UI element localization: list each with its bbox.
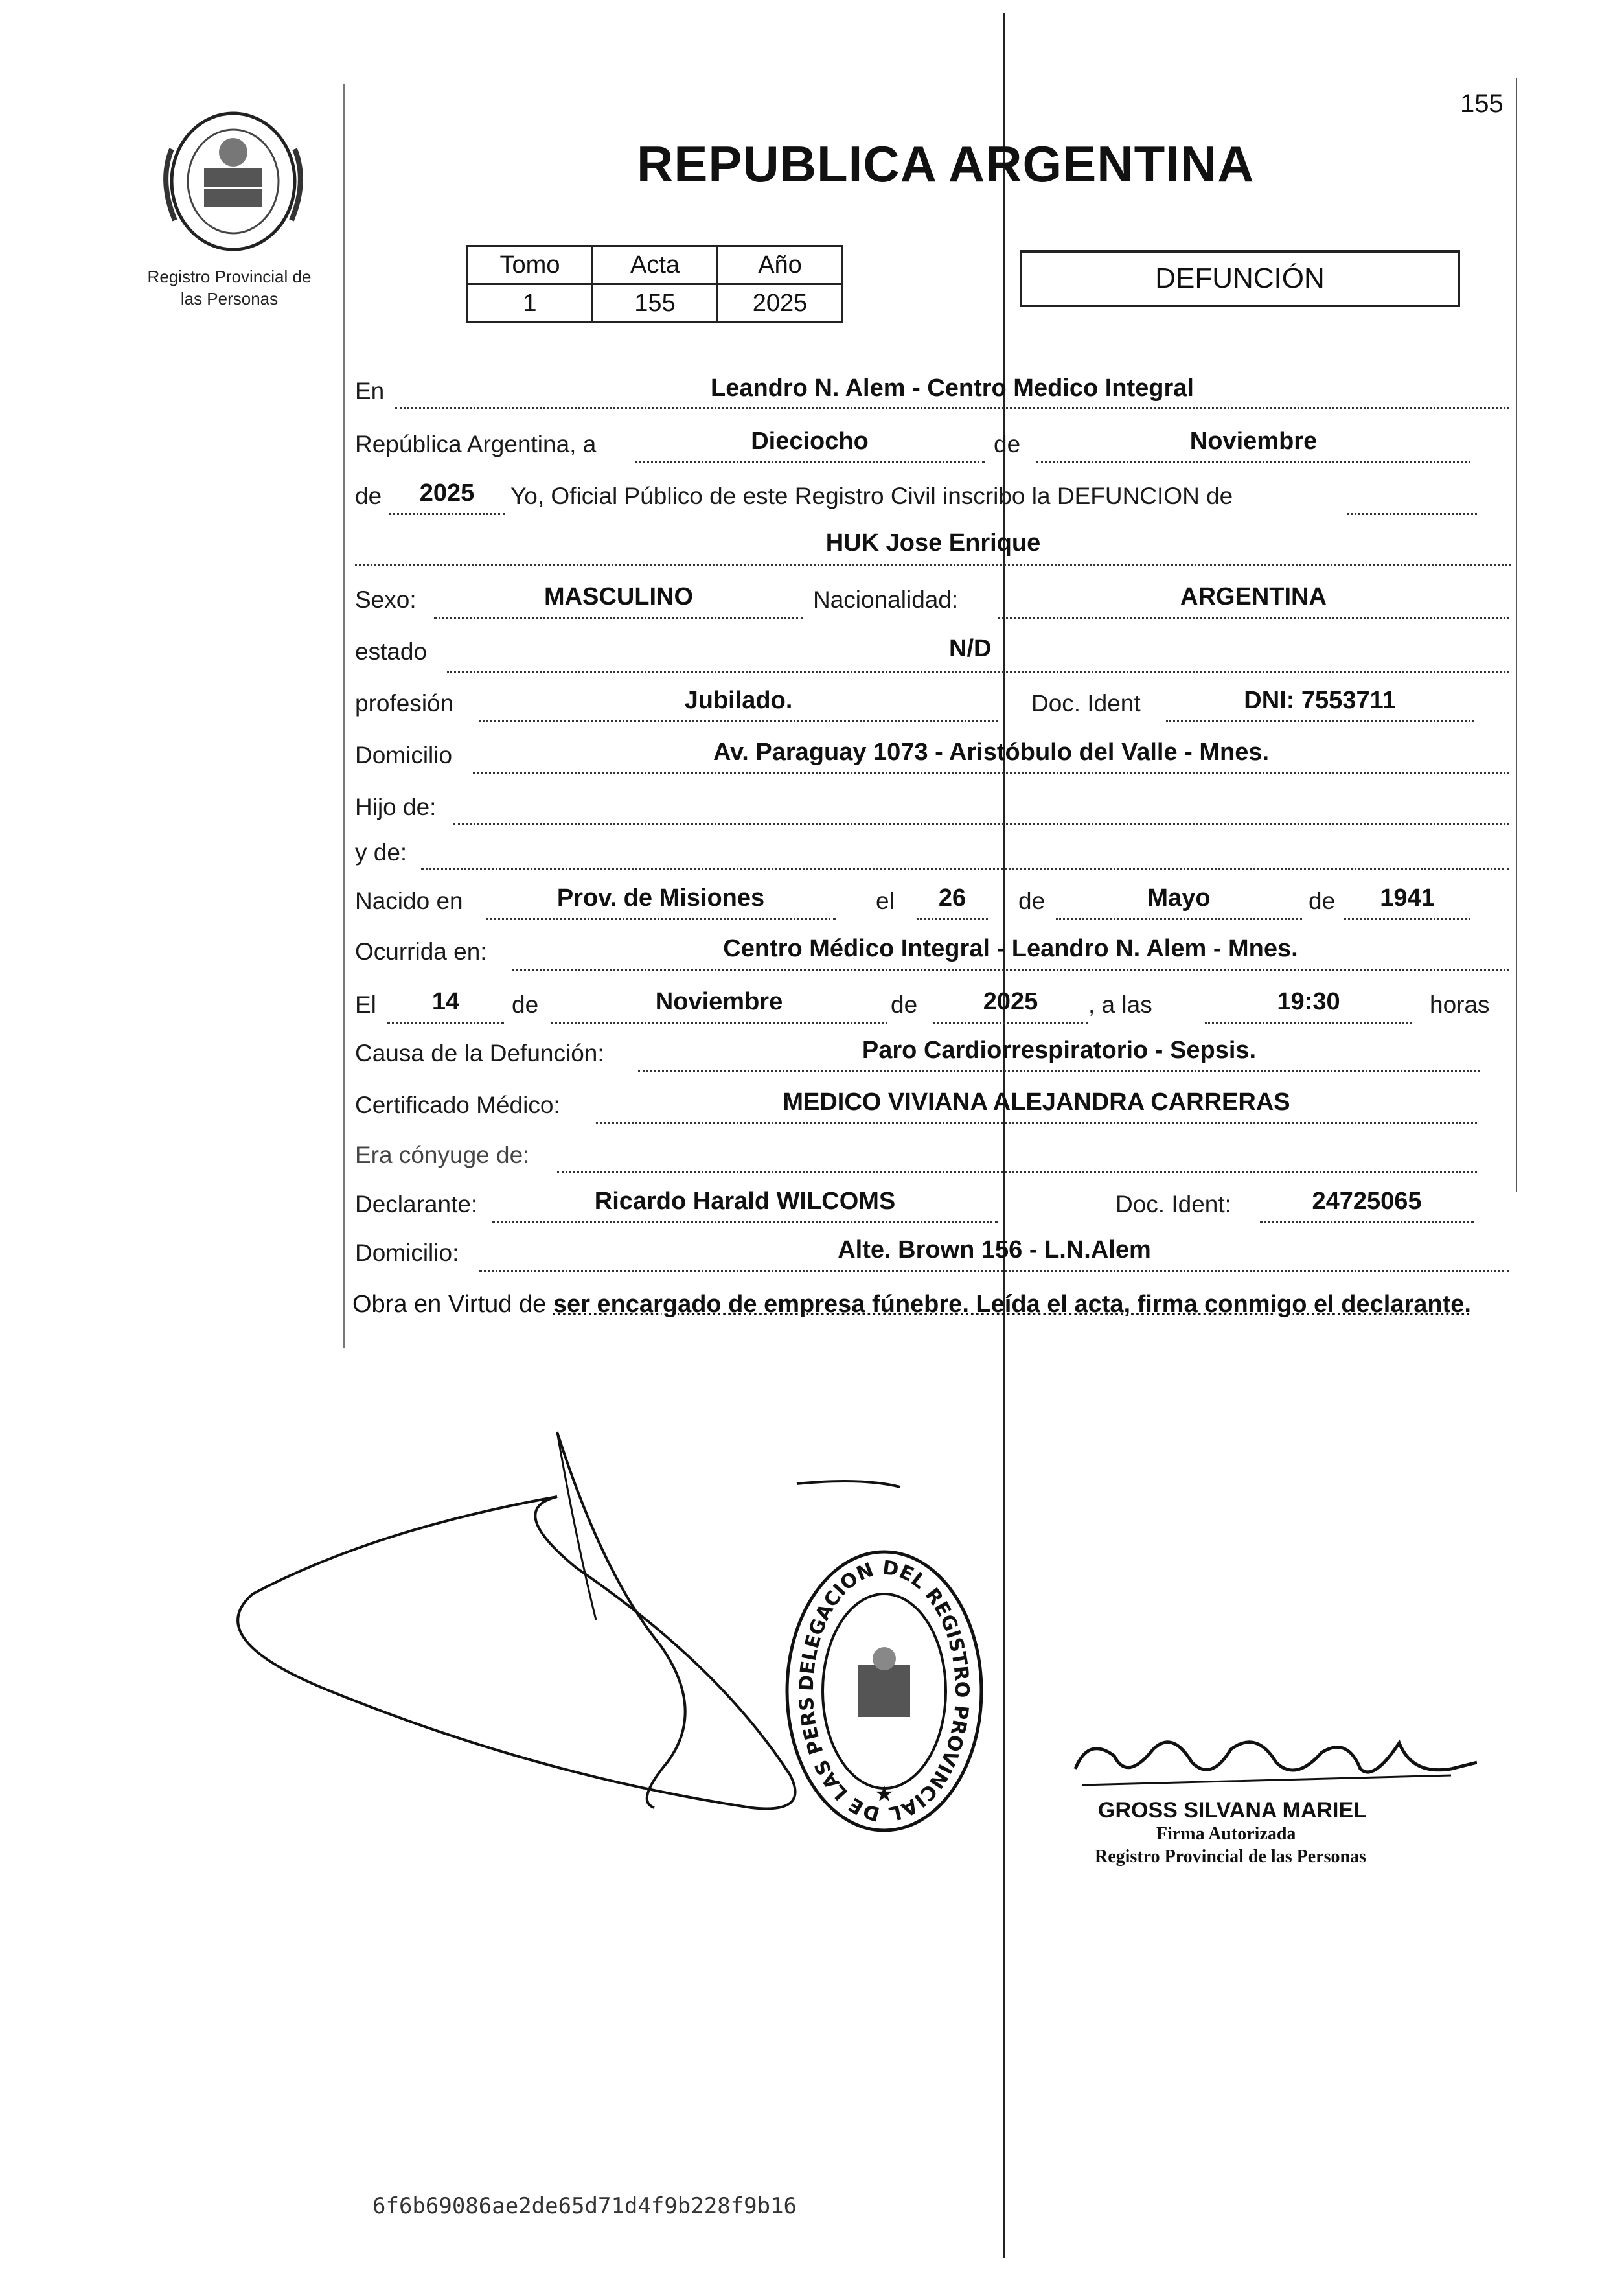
dotline-profesion bbox=[479, 720, 998, 722]
value-declarante: Ricardo Harald WILCOMS bbox=[594, 1188, 896, 1215]
dotline-dia-nacimiento bbox=[917, 918, 988, 920]
label-doc-ident-declarante: Doc. Ident: bbox=[1115, 1191, 1231, 1217]
dotline-doc-declarante bbox=[1260, 1221, 1474, 1223]
label-causa: Causa de la Defunción: bbox=[355, 1040, 604, 1066]
dotline-anio bbox=[389, 513, 505, 515]
label-nacido-en: Nacido en bbox=[355, 888, 463, 914]
center-fold-line bbox=[1003, 13, 1005, 2258]
reference-value-acta: 155 bbox=[593, 284, 718, 323]
dotline-nacionalidad bbox=[998, 617, 1509, 619]
value-mes-defuncion: Noviembre bbox=[655, 988, 783, 1015]
page-number: 155 bbox=[1460, 89, 1504, 118]
dotline-mes bbox=[1036, 461, 1470, 463]
value-dni: DNI: 7553711 bbox=[1244, 687, 1396, 714]
dotline-causa bbox=[638, 1070, 1480, 1072]
registry-line-1: Registro Provincial de bbox=[147, 267, 312, 286]
text-oficial: Yo, Oficial Público de este Registro Civil inscribo la DEFUNCION de bbox=[510, 483, 1233, 509]
dotline-en bbox=[395, 407, 1509, 409]
value-domicilio-declarante: Alte. Brown 156 - L.N.Alem bbox=[838, 1236, 1151, 1263]
value-anio-nacimiento: 1941 bbox=[1380, 884, 1435, 912]
label-rep-arg: República Argentina, a bbox=[355, 431, 597, 457]
registrar-name: GROSS SILVANA MARIEL bbox=[1098, 1798, 1367, 1823]
dotline-anio-defuncion bbox=[933, 1022, 1088, 1024]
registrar-role: Firma Autorizada bbox=[1156, 1824, 1296, 1844]
value-mes-nacimiento: Mayo bbox=[1147, 884, 1211, 912]
label-profesion: profesión bbox=[355, 690, 454, 717]
reference-table-header-row bbox=[468, 246, 843, 284]
label-estado: estado bbox=[355, 638, 428, 665]
label-de-mes: de bbox=[994, 431, 1021, 457]
dotline-y-de bbox=[421, 868, 1509, 870]
label-horas: horas bbox=[1430, 991, 1490, 1018]
obra-en-virtud bbox=[352, 1286, 1509, 1322]
registry-caption bbox=[132, 266, 326, 310]
label-hijo-de: Hijo de: bbox=[355, 794, 437, 820]
dotline-hora-defuncion bbox=[1205, 1022, 1412, 1024]
registrar-signature bbox=[1062, 1723, 1477, 1795]
dotline-oficial bbox=[1347, 513, 1477, 515]
label-sexo: Sexo: bbox=[355, 586, 417, 613]
dotline-sexo bbox=[434, 617, 803, 619]
value-estado: N/D bbox=[949, 635, 992, 662]
label-el-nac: el bbox=[876, 888, 895, 914]
dotline-certificado bbox=[596, 1122, 1477, 1124]
value-hora-defuncion: 19:30 bbox=[1277, 988, 1340, 1015]
stamp-text: DELEGACION DEL REGISTRO PROVINCIAL DE LAS PERS bbox=[795, 1556, 974, 1826]
reference-value-tomo: 1 bbox=[468, 284, 593, 323]
label-de-anio: de bbox=[355, 483, 382, 509]
label-en: En bbox=[355, 378, 385, 404]
dotline-dni bbox=[1166, 720, 1474, 722]
dotline-domicilio-declarante bbox=[479, 1270, 1509, 1272]
province-emblem bbox=[159, 104, 308, 259]
value-dia-nacimiento: 26 bbox=[938, 884, 966, 912]
label-ocurrida-en: Ocurrida en: bbox=[355, 938, 487, 965]
value-dia-defuncion: 14 bbox=[431, 988, 460, 1015]
value-obra: ser encargado de empresa fúnebre. Leída el acta, firma conmigo el declarante. bbox=[553, 1291, 1471, 1318]
value-nacionalidad: ARGENTINA bbox=[1180, 583, 1327, 610]
dotline-hijo-de bbox=[453, 823, 1509, 825]
value-anio-registro: 2025 bbox=[419, 479, 475, 507]
label-conyuge: Era cónyuge de: bbox=[355, 1142, 530, 1168]
label-de-def-1: de bbox=[512, 991, 539, 1018]
dotline-lugar-nacimiento bbox=[486, 918, 836, 920]
reference-header-acta: Acta bbox=[593, 246, 718, 284]
value-domicilio: Av. Paraguay 1073 - Aristóbulo del Valle - Mnes. bbox=[713, 739, 1270, 766]
value-anio-defuncion: 2025 bbox=[983, 988, 1038, 1015]
registrar-org: Registro Provincial de las Personas bbox=[1095, 1847, 1366, 1867]
label-y-de: y de: bbox=[355, 839, 407, 866]
label-nacionalidad: Nacionalidad: bbox=[813, 586, 959, 613]
left-margin-line bbox=[343, 84, 345, 1348]
value-mes-registro: Noviembre bbox=[1189, 428, 1318, 455]
dotline-estado bbox=[447, 671, 1509, 673]
dotline-dia bbox=[635, 461, 985, 463]
label-de-nac-2: de bbox=[1309, 888, 1336, 914]
document-hash: 6f6b69086ae2de65d71d4f9b228f9b16 bbox=[372, 2193, 797, 2219]
dotline-domicilio bbox=[473, 772, 1509, 774]
reference-table-value-row bbox=[468, 284, 843, 323]
registry-line-2: las Personas bbox=[180, 289, 279, 308]
dotline-dia-defuncion bbox=[387, 1022, 504, 1024]
official-stamp bbox=[777, 1542, 991, 1840]
dotline-conyuge bbox=[557, 1171, 1477, 1173]
record-type-box: DEFUNCIÓN bbox=[1020, 250, 1460, 307]
value-lugar-nacimiento: Prov. de Misiones bbox=[556, 884, 765, 912]
label-el-def: El bbox=[355, 991, 376, 1018]
value-certificado: MEDICO VIVIANA ALEJANDRA CARRERAS bbox=[783, 1089, 1290, 1116]
value-doc-declarante: 24725065 bbox=[1312, 1188, 1422, 1215]
dotline-mes-defuncion bbox=[551, 1022, 887, 1024]
value-causa: Paro Cardiorrespiratorio - Sepsis. bbox=[862, 1037, 1257, 1064]
dotline-lugar-defuncion bbox=[512, 969, 1509, 971]
reference-header-anio: Año bbox=[718, 246, 843, 284]
dotline-anio-nacimiento bbox=[1344, 918, 1470, 920]
label-de-nac-1: de bbox=[1018, 888, 1046, 914]
value-dia-registro: Dieciocho bbox=[751, 428, 869, 455]
value-lugar-defuncion: Centro Médico Integral - Leandro N. Alem - Mnes. bbox=[723, 935, 1298, 962]
dotline-declarante bbox=[492, 1221, 998, 1223]
value-nombre-difunto: HUK Jose Enrique bbox=[825, 529, 1041, 557]
right-margin-line bbox=[1516, 78, 1517, 1192]
label-de-def-2: de bbox=[891, 991, 918, 1018]
label-doc-ident: Doc. Ident bbox=[1031, 690, 1141, 717]
value-lugar: Leandro N. Alem - Centro Medico Integral bbox=[710, 375, 1194, 402]
svg-text:★: ★ bbox=[874, 1782, 895, 1806]
dotline-nombre bbox=[355, 564, 1511, 566]
reference-value-anio: 2025 bbox=[718, 284, 843, 323]
dotline-mes-nacimiento bbox=[1056, 918, 1302, 920]
reference-table bbox=[466, 245, 843, 323]
label-obra: Obra en Virtud de bbox=[352, 1291, 547, 1318]
label-domicilio: Domicilio bbox=[355, 742, 453, 768]
label-certificado: Certificado Médico: bbox=[355, 1092, 560, 1118]
document-title: REPUBLICA ARGENTINA bbox=[637, 135, 1255, 192]
reference-header-tomo: Tomo bbox=[468, 246, 593, 284]
label-domicilio-declarante: Domicilio: bbox=[355, 1239, 459, 1266]
value-profesion: Jubilado. bbox=[684, 687, 793, 714]
label-a-las: , a las bbox=[1088, 991, 1152, 1018]
value-sexo: MASCULINO bbox=[543, 583, 694, 610]
label-declarante: Declarante: bbox=[355, 1191, 478, 1217]
